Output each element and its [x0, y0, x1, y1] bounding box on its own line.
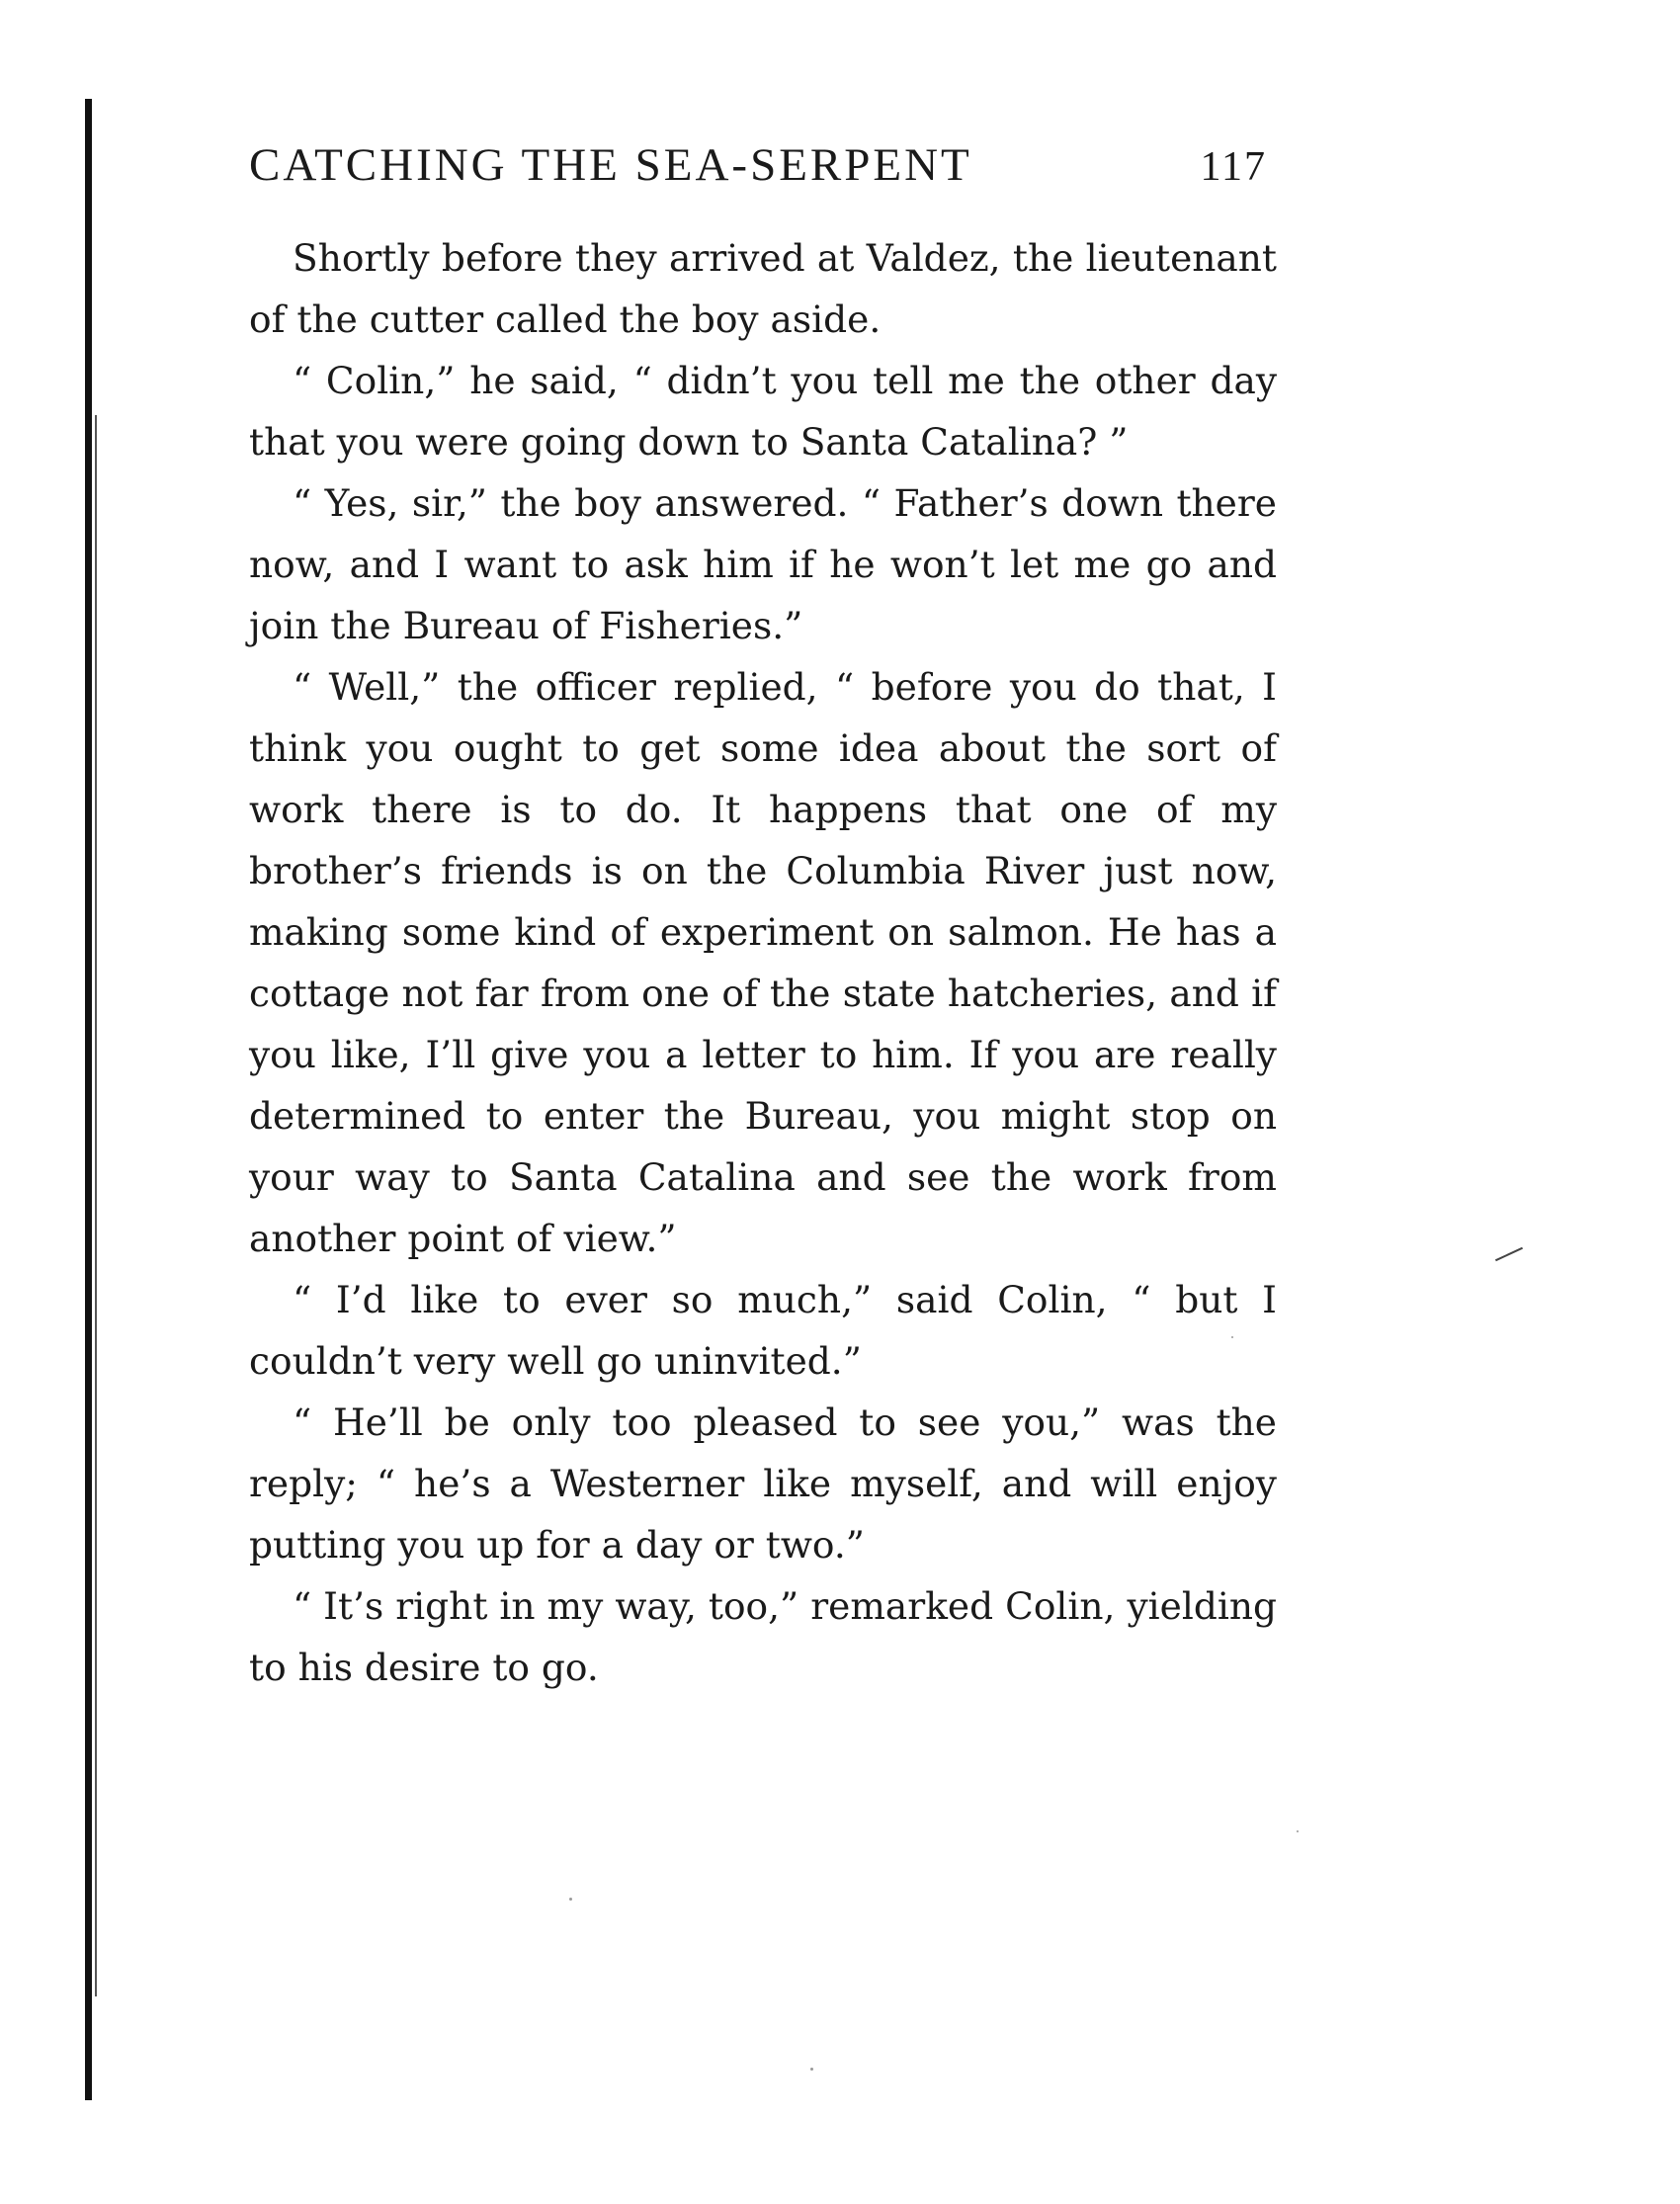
page-number: 117	[1200, 144, 1267, 190]
paragraph: “ Colin,” he said, “ didn’t you tell me the other day that you were going down to Santa Catalina? ”	[249, 359, 1277, 464]
stray-pencil-mark	[1495, 1247, 1523, 1261]
paragraph: Shortly before they arrived at Valdez, the lieutenant of the cutter called the boy aside.	[249, 236, 1277, 341]
paragraph: “ Well,” the officer replied, “ before you do that, I think you ought to get some idea about the sort of work there is to do. It happens that one of my brother’s friends is on the Columbia River just now, making some kind of experiment on salmon. He has a cottage not far from one of the state hatcheries, and if you like, I’ll give you a letter to him. If you are really determined to enter the Bureau, you might stop on your way to Santa Catalina and see the work from another point of view.”	[249, 665, 1277, 1260]
paragraph: “ Yes, sir,” the boy answered. “ Father’s down there now, and I want to ask him if he won’t let me go and join the Bureau of Fisheries.”	[249, 481, 1277, 647]
paragraph: “ It’s right in my way, too,” remarked Colin, yielding to his desire to go.	[249, 1584, 1277, 1689]
page-binding-edge	[85, 99, 92, 2100]
book-page	[249, 138, 1277, 1698]
running-title: CATCHING THE SEA-SERPENT	[249, 139, 972, 191]
page-binding-shadow	[95, 415, 97, 1996]
paragraph: “ He’ll be only too pleased to see you,” was the reply; “ he’s a Westerner like myself, and will enjoy putting you up for a day or two.”	[249, 1400, 1277, 1567]
body-text	[249, 227, 1277, 1698]
paper-speck	[569, 1898, 572, 1901]
paper-speck	[810, 2068, 813, 2071]
paper-speck	[1297, 1830, 1299, 1832]
paragraph: “ I’d like to ever so much,” said Colin, “ but I couldn’t very well go uninvited.”	[249, 1278, 1277, 1383]
running-head	[249, 138, 1277, 208]
